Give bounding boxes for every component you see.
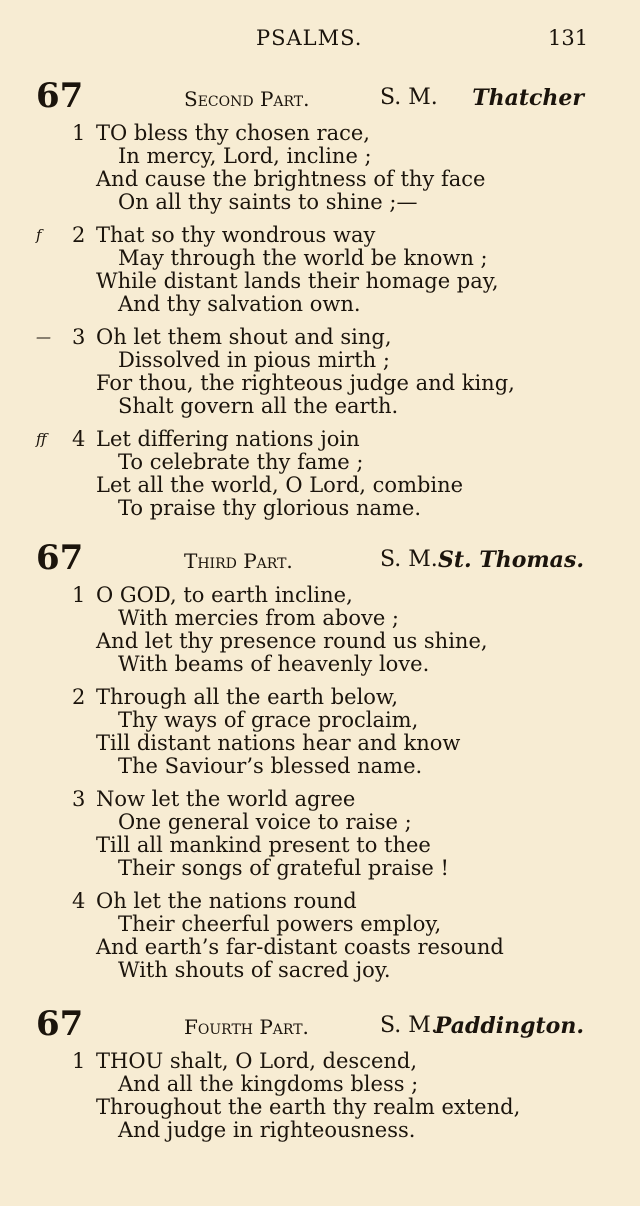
verse-text: Till distant nations hear and know [96,731,461,755]
stanza-number: 1 [72,1049,86,1073]
verse-line [0,811,640,834]
stanza [0,686,640,778]
stanza [0,788,640,880]
verse-text: Through all the earth below, [96,685,399,709]
verse-line [0,145,640,168]
verse-line [0,936,640,959]
verse-line [0,1096,640,1119]
verse-line [0,755,640,778]
verse-text: Till all mankind present to thee [96,833,431,857]
stanza [0,1050,640,1142]
verse-text: Let differing nations join [96,427,360,451]
verse-line [0,584,640,607]
verse-text: With beams of heavenly love. [118,652,430,676]
verse-text: And thy salvation own. [118,292,361,316]
verse-text: Thy ways of grace proclaim, [118,708,419,732]
stanza-number: 2 [72,685,86,709]
meter-label: S. M. [380,547,438,572]
verse-line [0,224,640,247]
verse-line [0,913,640,936]
verse-line [0,653,640,676]
verse-text: Their cheerful powers employ, [118,912,442,936]
stanza-number: 3 [72,325,86,349]
dynamic-mark: ff [36,430,47,448]
verse-text: For thou, the righteous judge and king, [96,371,515,395]
stanza-number: 1 [72,583,86,607]
verse-line [0,293,640,316]
verse-text: And let thy presence round us shine, [96,629,488,653]
meter-label: S. M. [380,1013,438,1038]
stanza-number: 3 [72,787,86,811]
verse-text: With shouts of sacred joy. [118,958,391,982]
hymn-section [0,538,640,992]
stanza [0,428,640,520]
hymn-heading [0,538,640,584]
verse-line [0,1050,640,1073]
page-number: 131 [548,26,589,50]
verse-line [0,191,640,214]
verse-line [0,497,640,520]
tune-name: Paddington. [434,1013,584,1039]
tune-name: St. Thomas. [438,547,584,573]
verse-text: THOU shalt, O Lord, descend, [96,1049,418,1073]
psalm-number: 67 [36,538,84,578]
verse-text: And cause the brightness of thy face [96,167,486,191]
verse-text: Their songs of grateful praise ! [118,856,449,880]
verse-text: Now let the world agree [96,787,356,811]
stanza [0,224,640,316]
hymn-section [0,1004,640,1152]
stanza [0,326,640,418]
verse-line [0,247,640,270]
verse-line [0,630,640,653]
verse-text: O GOD, to earth incline, [96,583,353,607]
part-title: Second Part. [184,87,310,111]
stanza-number: 4 [72,889,86,913]
part-title: Third Part. [184,549,293,573]
verse-text: And judge in righteousness. [118,1118,416,1142]
verse-line [0,709,640,732]
verse-text: Dissolved in pious mirth ; [118,348,390,372]
verse-text: In mercy, Lord, incline ; [118,144,372,168]
stanza-number: 2 [72,223,86,247]
dynamic-mark: — [36,328,51,346]
verse-line [0,270,640,293]
verse-line [0,607,640,630]
verse-text: That so thy wondrous way [96,223,376,247]
verse-line [0,1073,640,1096]
psalm-number: 67 [36,76,84,116]
verse-line [0,122,640,145]
verse-text: May through the world be known ; [118,246,488,270]
verse-text: Throughout the earth thy realm extend, [96,1095,521,1119]
verse-line [0,857,640,880]
verse-text: Shalt govern all the earth. [118,394,399,418]
verse-text: The Saviour’s blessed name. [118,754,423,778]
verse-text: To celebrate thy fame ; [118,450,364,474]
verse-text: Oh let them shout and sing, [96,325,392,349]
stanza [0,584,640,676]
verse-text: With mercies from above ; [118,606,399,630]
verse-text: And earth’s far-distant coasts resound [96,935,504,959]
hymn-section [0,76,640,530]
hymn-heading [0,1004,640,1050]
stanza [0,122,640,214]
verse-line [0,1119,640,1142]
part-title: Fourth Part. [184,1015,309,1039]
stanza [0,890,640,982]
verse-text: To praise thy glorious name. [118,496,422,520]
verse-line [0,168,640,191]
stanza-number: 4 [72,427,86,451]
page-header [0,26,640,56]
verse-text: And all the kingdoms bless ; [118,1072,419,1096]
verse-text: Oh let the nations round [96,889,357,913]
verse-text: Let all the world, O Lord, combine [96,473,464,497]
verse-text: One general voice to raise ; [118,810,412,834]
verse-line [0,428,640,451]
verse-line [0,959,640,982]
verse-line [0,326,640,349]
verse-line [0,788,640,811]
stanza-number: 1 [72,121,86,145]
verse-text: TO bless thy chosen race, [96,121,370,145]
verse-line [0,834,640,857]
verse-line [0,451,640,474]
running-title: PSALMS. [256,26,363,50]
verse-line [0,372,640,395]
psalm-number: 67 [36,1004,84,1044]
verse-line [0,686,640,709]
verse-line [0,395,640,418]
verse-line [0,890,640,913]
dynamic-mark: f [36,226,42,244]
verse-line [0,474,640,497]
meter-label: S. M. [380,85,438,110]
verse-text: While distant lands their homage pay, [96,269,499,293]
verse-line [0,732,640,755]
verse-line [0,349,640,372]
tune-name: Thatcher [472,85,584,111]
hymn-heading [0,76,640,122]
verse-text: On all thy saints to shine ;— [118,190,418,214]
